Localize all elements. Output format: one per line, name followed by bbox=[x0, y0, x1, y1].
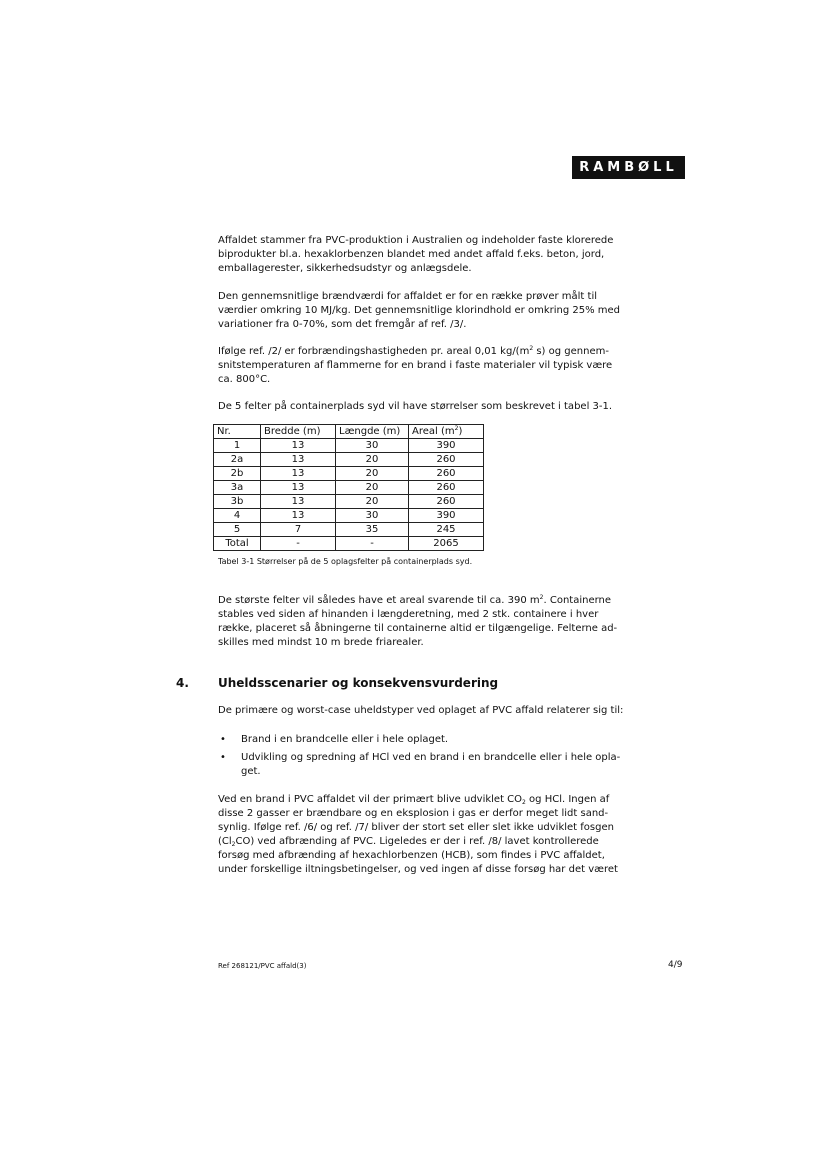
paragraph-largest-fields: De største felter vil således have et areal svarende til ca. 390 $m^2$. Containerne stables ved siden af hinanden i længderetning, med 2 stk. containere i hver række, placeret så åbningerne til containerne altid er tilgængelige. Felterne ad-skilles med mindst 10 m brede friarealer. bbox=[218, 594, 618, 648]
table-cell: 260 bbox=[409, 467, 484, 481]
field-size-table bbox=[213, 424, 484, 551]
section-number: 4. bbox=[176, 676, 189, 690]
table-cell: 13 bbox=[261, 453, 336, 467]
table-cell: 390 bbox=[409, 439, 484, 453]
table-cell: 30 bbox=[336, 509, 409, 523]
table-cell: 20 bbox=[336, 453, 409, 467]
section-title: Uheldsscenarier og konsekvensvurdering bbox=[218, 676, 499, 690]
accident-type-list bbox=[218, 733, 628, 783]
table-cell: 245 bbox=[409, 523, 484, 537]
table-cell: 20 bbox=[336, 481, 409, 495]
table-cell: 13 bbox=[261, 481, 336, 495]
table-row bbox=[214, 481, 484, 495]
paragraph-fire-gases: Ved en brand i PVC affaldet vil der primært blive udviklet $CO_2$ og HCl. Ingen af disse 2 gasser er brændbare og en eksplosion i gas er derfor meget lidt sand-synlig. Ifølge ref. /6/ og ref. /7/ bliver der stort set eller slet ikke udviklet fosgen $(Cl_2CO)$ ved afbrænding af PVC. Ligeledes er der i ref. /8/ lavet kontrollerede forsøg med afbrænding af hexachlorbenzen (HCB), som findes i PVC affaldet, under forskellige iltningsbetingelser, og ved ingen af disse forsøg har det været bbox=[218, 794, 618, 875]
bullet-icon: • bbox=[220, 752, 226, 763]
table-header-width: Bredde (m) bbox=[261, 425, 336, 439]
table-cell: 3b bbox=[214, 495, 261, 509]
table-row-total bbox=[214, 537, 484, 551]
table-cell: 13 bbox=[261, 509, 336, 523]
table-row bbox=[214, 453, 484, 467]
table-cell: 3a bbox=[214, 481, 261, 495]
table-header-nr: Nr. bbox=[214, 425, 261, 439]
table-row bbox=[214, 439, 484, 453]
table-cell: 2b bbox=[214, 467, 261, 481]
paragraph-waste-origin: Affaldet stammer fra PVC-produktion i Australien og indeholder faste klorerede biprodukter bl.a. hexaklorbenzen blandet med andet affald f.eks. beton, jord, emballagerester, sikkerhedsudstyr og anlægsdele. bbox=[218, 235, 614, 274]
table-cell: 30 bbox=[336, 439, 409, 453]
company-logo: RAMBØLL bbox=[572, 156, 685, 179]
table-cell: 260 bbox=[409, 495, 484, 509]
paragraph-accident-types: De primære og worst-case uheldstyper ved oplaget af PVC affald relaterer sig til: bbox=[218, 705, 624, 716]
table-cell: 260 bbox=[409, 453, 484, 467]
table-cell: 35 bbox=[336, 523, 409, 537]
table-header-area: Areal $(m^2)$ bbox=[409, 425, 484, 439]
table-row bbox=[214, 467, 484, 481]
page-number: 4/9 bbox=[668, 960, 683, 970]
table-cell: 13 bbox=[261, 439, 336, 453]
table-cell: 4 bbox=[214, 509, 261, 523]
table-cell: 1 bbox=[214, 439, 261, 453]
table-cell: 2065 bbox=[409, 537, 484, 551]
table-row bbox=[214, 509, 484, 523]
table-header-length: Længde (m) bbox=[336, 425, 409, 439]
list-item: • Brand i en brandcelle eller i hele oplaget. bbox=[220, 734, 449, 745]
table-cell: - bbox=[261, 537, 336, 551]
paragraph-burn-rate: Ifølge ref. /2/ er forbrændingshastigheden pr. areal 0,01 $kg/(m^2$ s) og gennem-snitstemperaturen af flammerne for en brand i faste materialer vil typisk være ca. 800°C. bbox=[218, 345, 613, 385]
footer-reference: Ref 268121/PVC affald(3) bbox=[218, 962, 307, 970]
table-cell: - bbox=[336, 537, 409, 551]
table-cell: 390 bbox=[409, 509, 484, 523]
table-cell: 13 bbox=[261, 495, 336, 509]
table-cell: 20 bbox=[336, 467, 409, 481]
table-cell: 13 bbox=[261, 467, 336, 481]
paragraph-calorific-value: Den gennemsnitlige brændværdi for affaldet er for en række prøver målt til værdier omkring 10 MJ/kg. Det gennemsnitlige klorindhold er omkring 25% med variationer fra 0-70%, som det fremgår af ref. /3/. bbox=[218, 291, 621, 330]
table-row bbox=[214, 495, 484, 509]
bullet-icon: • bbox=[220, 734, 226, 745]
table-cell: Total bbox=[214, 537, 261, 551]
table-cell: 20 bbox=[336, 495, 409, 509]
table-header-row bbox=[214, 425, 484, 439]
table-cell: 5 bbox=[214, 523, 261, 537]
paragraph-table-intro: De 5 felter på containerplads syd vil have størrelser som beskrevet i tabel 3-1. bbox=[218, 401, 613, 412]
table-cell: 7 bbox=[261, 523, 336, 537]
list-item: • Udvikling og spredning af HCl ved en brand i en brandcelle eller i hele opla-get. bbox=[220, 752, 621, 777]
table-cell: 260 bbox=[409, 481, 484, 495]
table-cell: 2a bbox=[214, 453, 261, 467]
table-row bbox=[214, 523, 484, 537]
table-caption: Tabel 3-1 Størrelser på de 5 oplagsfelter på containerplads syd. bbox=[218, 557, 473, 566]
